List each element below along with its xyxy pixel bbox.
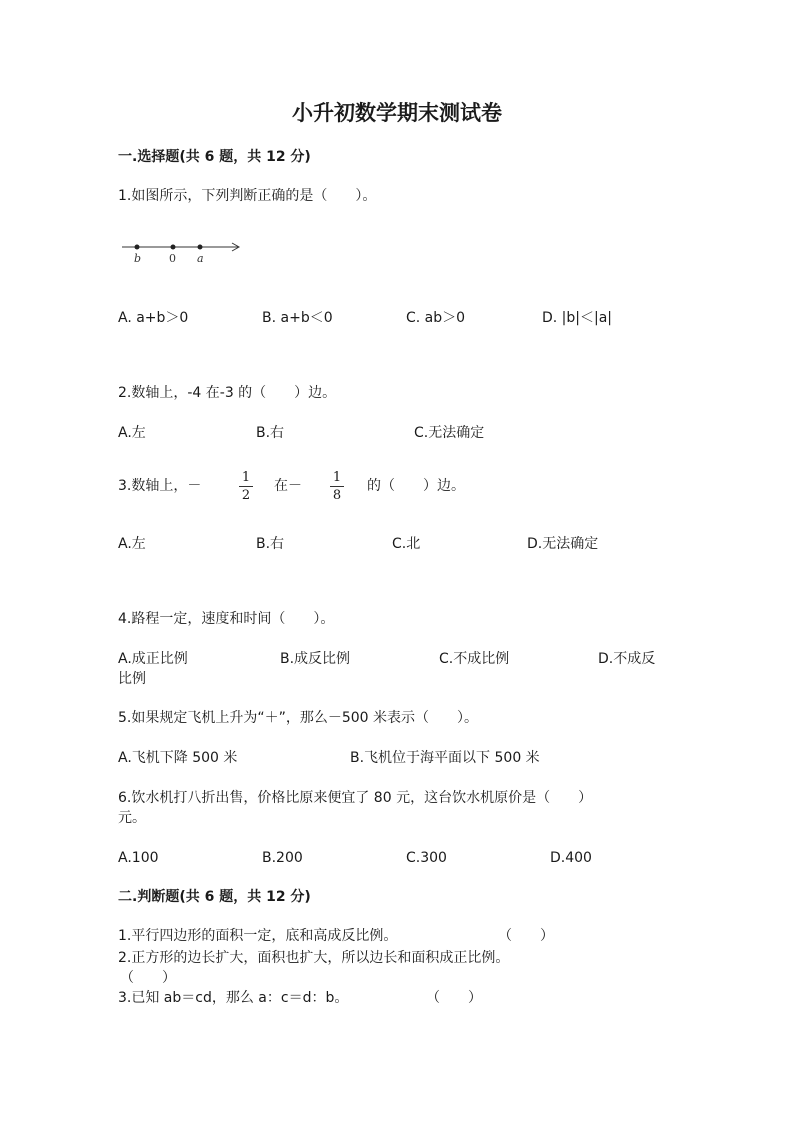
fraction-one-eighth [330, 470, 344, 503]
fraction-denominator: 2 [241, 488, 251, 503]
q3-option-c[interactable]: C.北 [392, 536, 421, 552]
q3-option-b[interactable]: B.右 [256, 536, 285, 552]
judgement-item-2-blank[interactable]: （ ） [120, 970, 176, 986]
question-3-stem-part1: 3.数轴上，－ [118, 478, 202, 494]
question-2-stem: 2.数轴上，-4 在-3 的（ ）边。 [118, 385, 337, 401]
number-line-figure [118, 236, 248, 268]
q6-option-c[interactable]: C.300 [406, 850, 447, 866]
q5-option-b[interactable]: B.飞机位于海平面以下 500 米 [350, 750, 540, 766]
q2-option-c[interactable]: C.无法确定 [414, 425, 485, 441]
judgement-item-1: 1.平行四边形的面积一定，底和高成反比例。 [118, 928, 398, 944]
question-6-stem-line2: 元。 [118, 810, 146, 826]
point-zero [171, 245, 176, 250]
q1-option-c[interactable]: C. ab＞0 [406, 310, 466, 326]
question-1-stem: 1.如图所示，下列判断正确的是（ ）。 [118, 188, 377, 204]
q4-option-b[interactable]: B.成反比例 [280, 651, 351, 667]
label-b: b [134, 252, 142, 265]
question-5-stem: 5.如果规定飞机上升为“＋”，那么－500 米表示（ ）。 [118, 710, 479, 726]
section-heading-judgement: 二.判断题(共 6 题，共 12 分) [118, 889, 311, 905]
question-3-stem-part3: 的（ ）边。 [367, 478, 465, 494]
q6-option-a[interactable]: A.100 [118, 850, 159, 866]
q6-option-d[interactable]: D.400 [550, 850, 592, 866]
q4-option-c[interactable]: C.不成比例 [439, 651, 510, 667]
point-b [135, 245, 140, 250]
q1-option-a[interactable]: A. a+b＞0 [118, 310, 189, 326]
q6-option-b[interactable]: B.200 [262, 850, 303, 866]
q1-option-b[interactable]: B. a+b＜0 [262, 310, 333, 326]
q2-option-b[interactable]: B.右 [256, 425, 285, 441]
fraction-numerator: 1 [241, 470, 251, 485]
q3-option-d[interactable]: D.无法确定 [527, 536, 599, 552]
judgement-item-1-blank[interactable]: （ ） [498, 928, 554, 944]
judgement-item-3: 3.已知 ab＝cd，那么 a：c＝d：b。 [118, 990, 349, 1006]
question-3-stem-part2: 在－ [274, 478, 302, 494]
q4-option-d-continued: 比例 [118, 671, 146, 687]
q3-option-a[interactable]: A.左 [118, 536, 146, 552]
judgement-item-2: 2.正方形的边长扩大，面积也扩大，所以边长和面积成正比例。 [118, 950, 510, 966]
judgement-item-3-blank[interactable]: （ ） [426, 990, 482, 1006]
label-zero: 0 [169, 252, 176, 265]
question-4-stem: 4.路程一定，速度和时间（ ）。 [118, 611, 335, 627]
q1-option-d[interactable]: D. |b|＜|a| [542, 310, 613, 326]
q2-option-a[interactable]: A.左 [118, 425, 146, 441]
fraction-bar [330, 486, 344, 487]
q4-option-d[interactable]: D.不成反 [598, 651, 656, 667]
label-a: a [197, 252, 204, 265]
fraction-one-half [239, 470, 253, 503]
fraction-denominator: 8 [332, 488, 342, 503]
page-title: 小升初数学期末测试卷 [292, 100, 502, 125]
fraction-numerator: 1 [332, 470, 342, 485]
question-6-stem-line1: 6.饮水机打八折出售，价格比原来便宜了 80 元，这台饮水机原价是（ ） [118, 790, 593, 806]
fraction-bar [239, 486, 253, 487]
q5-option-a[interactable]: A.飞机下降 500 米 [118, 750, 238, 766]
point-a [198, 245, 203, 250]
section-heading-choice: 一.选择题(共 6 题，共 12 分) [118, 149, 311, 165]
q4-option-a[interactable]: A.成正比例 [118, 651, 188, 667]
